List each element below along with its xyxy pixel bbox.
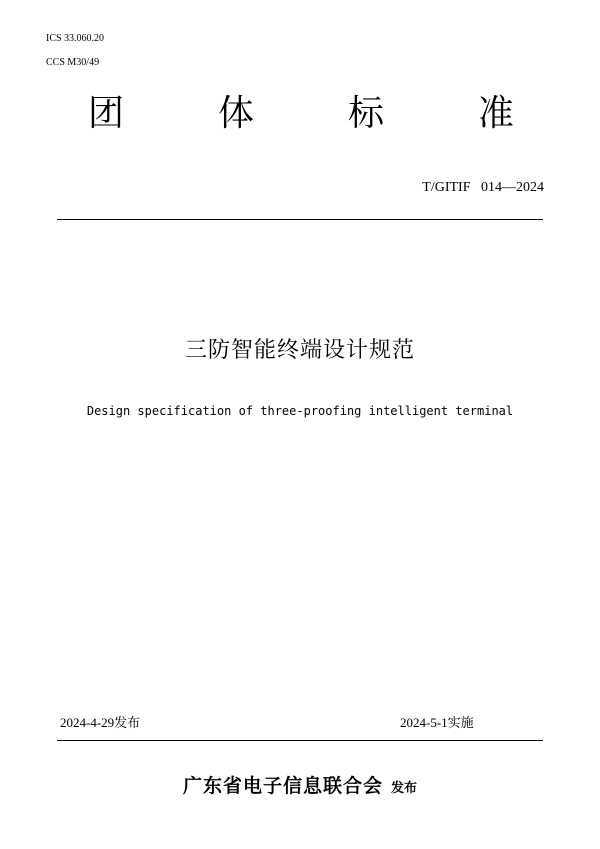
implementation-date	[400, 712, 474, 731]
publisher-name: 广东省电子信息联合会	[182, 775, 383, 797]
issue-date-label: 发布	[114, 716, 141, 731]
publisher-suffix: 发布	[391, 781, 418, 796]
standard-type-char: 体	[217, 93, 254, 134]
standard-type-char: 团	[88, 93, 125, 134]
issue-date	[60, 712, 140, 731]
standard-type-char: 准	[477, 93, 514, 134]
publisher	[0, 771, 600, 798]
standard-number: T/GITIF 014—2024	[422, 180, 544, 195]
implementation-date-value: 2024-5-1	[400, 715, 448, 730]
title-english: Design specification of three-proofing intelligent terminal	[86, 404, 514, 418]
top-divider	[57, 219, 543, 220]
ccs-code: CCS M30/49	[46, 57, 100, 68]
bottom-divider	[57, 740, 543, 741]
issue-date-value: 2024-4-29	[60, 715, 115, 730]
standard-type-heading	[88, 92, 514, 136]
ics-code: ICS 33.060.20	[46, 33, 105, 44]
title-chinese: 三防智能终端设计规范	[184, 338, 415, 363]
implementation-date-label: 实施	[447, 716, 474, 731]
standard-type-char: 标	[347, 93, 384, 134]
